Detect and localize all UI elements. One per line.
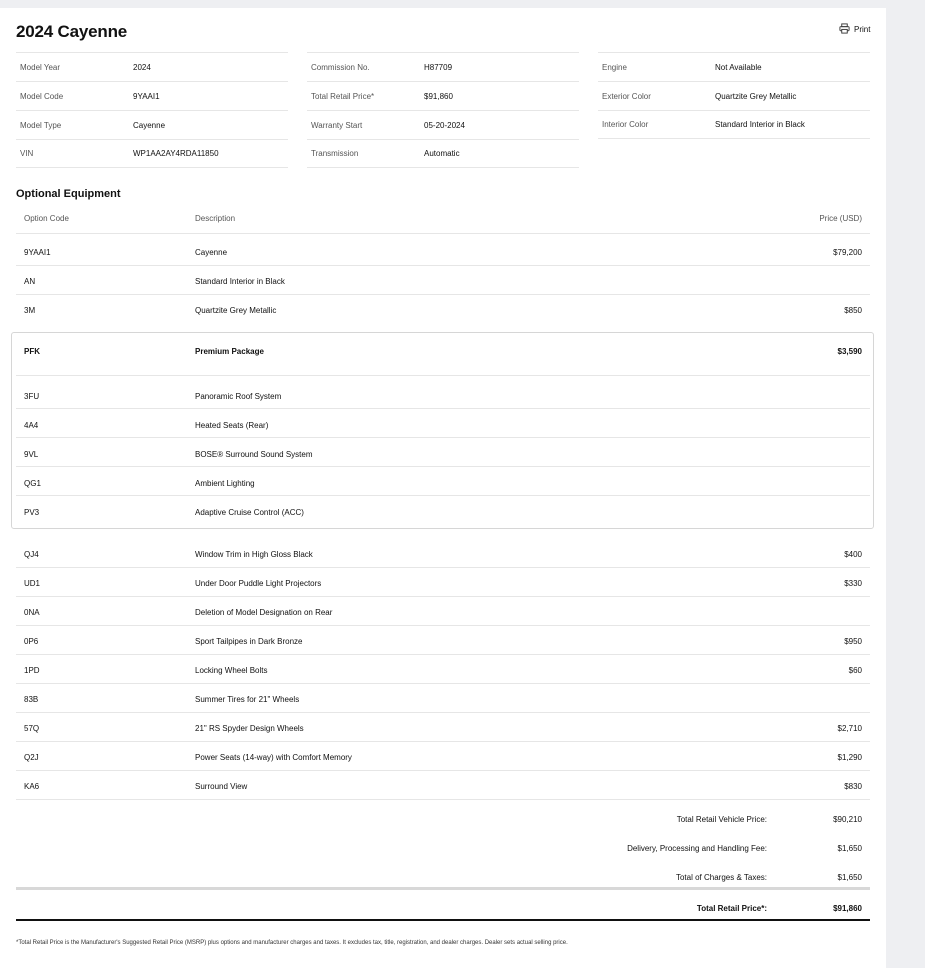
option-price: $850 [844, 306, 862, 315]
package-item [16, 437, 870, 467]
table-row [16, 538, 870, 568]
option-description: 21" RS Spyder Design Wheels [195, 724, 304, 733]
spec-row [307, 81, 579, 110]
option-code: 0P6 [24, 637, 39, 646]
option-description: Standard Interior in Black [195, 277, 285, 286]
spec-label: Engine [602, 62, 627, 72]
option-code: 9YAAI1 [24, 248, 51, 257]
grand-total-label: Total Retail Price*: [696, 904, 767, 913]
table-row [16, 567, 870, 597]
table-row [16, 741, 870, 771]
option-price: $2,710 [837, 724, 862, 733]
option-code: 0NA [24, 608, 40, 617]
delivery-fee-row [16, 834, 870, 863]
option-price: $1,290 [837, 753, 862, 762]
spec-label: Model Code [20, 91, 64, 101]
option-description: Locking Wheel Bolts [195, 666, 268, 675]
spec-column-1 [16, 52, 288, 168]
table-row [16, 625, 870, 655]
option-description: Surround View [195, 782, 248, 791]
package-item-code: 9VL [24, 450, 39, 459]
spec-value: H87709 [424, 62, 453, 72]
spec-label: Commission No. [311, 62, 370, 72]
spec-column-2 [307, 52, 579, 168]
spec-row [16, 110, 288, 139]
spec-label: Exterior Color [602, 91, 651, 101]
option-code: Q2J [24, 753, 39, 762]
total-vehicle-row [16, 805, 870, 834]
spec-value: 2024 [133, 62, 151, 72]
table-row [16, 654, 870, 684]
delivery-fee-label: Delivery, Processing and Handling Fee: [627, 844, 767, 853]
option-price: $400 [844, 550, 862, 559]
package-price: $3,590 [837, 347, 862, 356]
grand-total-value: $91,860 [833, 904, 862, 913]
package-item-code: 4A4 [24, 421, 39, 430]
package-description: Premium Package [195, 347, 264, 356]
spec-row [598, 110, 870, 139]
spec-row [598, 81, 870, 110]
spec-row [307, 139, 579, 168]
optional-equipment-title: Optional Equipment [16, 188, 121, 200]
option-code: KA6 [24, 782, 40, 791]
option-description: Power Seats (14-way) with Comfort Memory [195, 753, 352, 762]
option-description: Under Door Puddle Light Projectors [195, 579, 322, 588]
option-description: Cayenne [195, 248, 228, 257]
totals-divider [16, 887, 870, 890]
spec-label: Interior Color [602, 120, 649, 129]
total-vehicle-value: $90,210 [833, 815, 862, 824]
spec-value: Standard Interior in Black [715, 120, 805, 129]
delivery-fee-value: $1,650 [837, 844, 862, 853]
spec-value: $91,860 [424, 91, 453, 101]
package-item [16, 466, 870, 496]
package-item-description: Panoramic Roof System [195, 392, 282, 401]
package-item-description: Adaptive Cruise Control (ACC) [195, 508, 304, 517]
package-item-code: QG1 [24, 479, 41, 488]
package-item [16, 495, 870, 524]
table-row [16, 294, 870, 323]
option-price: $79,200 [833, 248, 862, 257]
spec-value: Quartzite Grey Metallic [715, 91, 797, 101]
option-code: AN [24, 277, 36, 286]
table-row [16, 683, 870, 713]
option-description: Quartzite Grey Metallic [195, 306, 277, 315]
option-price: $950 [844, 637, 862, 646]
table-row [16, 596, 870, 626]
spec-row [307, 110, 579, 139]
header-description: Description [195, 214, 236, 223]
package-item [16, 379, 870, 409]
option-code: UD1 [24, 579, 41, 588]
table-header [16, 203, 870, 234]
option-description: Summer Tires for 21" Wheels [195, 695, 300, 704]
option-code: 3M [24, 306, 36, 315]
option-description: Window Trim in High Gloss Black [195, 550, 313, 559]
charges-taxes-value: $1,650 [837, 873, 862, 882]
print-button[interactable] [839, 23, 870, 36]
charges-taxes-label: Total of Charges & Taxes: [675, 873, 767, 882]
option-description: Deletion of Model Designation on Rear [195, 608, 333, 617]
package-item-description: Heated Seats (Rear) [195, 421, 269, 430]
spec-label: Model Type [20, 120, 62, 130]
spec-label: Total Retail Price* [311, 91, 375, 101]
spec-value: Not Available [715, 62, 762, 72]
package-item [16, 408, 870, 438]
option-code: QJ4 [24, 550, 39, 559]
package-item-code: 3FU [24, 392, 40, 401]
spec-label: Transmission [311, 149, 359, 158]
table-row [16, 265, 870, 295]
spec-label: Model Year [20, 62, 61, 72]
option-code: 83B [24, 695, 39, 704]
print-label: Print [854, 25, 871, 34]
option-code: 1PD [24, 666, 40, 675]
package-header [16, 332, 870, 376]
option-code: 57Q [24, 724, 40, 733]
spec-value: 9YAAI1 [133, 91, 160, 101]
option-price: $330 [844, 579, 862, 588]
package-item-code: PV3 [24, 508, 40, 517]
page-title: 2024 Cayenne [16, 22, 128, 41]
grand-total-divider [16, 919, 870, 921]
spec-row [16, 52, 288, 81]
header-price: Price (USD) [819, 214, 862, 223]
spec-value: 05-20-2024 [424, 120, 465, 130]
spec-label: Warranty Start [311, 120, 363, 130]
option-price: $60 [848, 666, 862, 675]
package-item-description: Ambient Lighting [195, 479, 255, 488]
table-row [16, 770, 870, 800]
table-row [16, 712, 870, 742]
spec-row [16, 139, 288, 168]
price-disclaimer: *Total Retail Price is the Manufacturer's Suggested Retail Price (MSRP) plus options and manufacturer charges and taxes. It excludes tax, title, registration, and dealer charges. Dealer sets actual selling price. [16, 940, 568, 946]
spec-row [598, 52, 870, 81]
header-option-code: Option Code [24, 214, 69, 223]
package-code: PFK [24, 347, 40, 356]
spec-row [16, 81, 288, 110]
spec-row [307, 52, 579, 81]
option-price: $830 [844, 782, 862, 791]
table-row [16, 236, 870, 266]
option-description: Sport Tailpipes in Dark Bronze [195, 637, 303, 646]
spec-label: VIN [20, 149, 34, 158]
total-vehicle-label: Total Retail Vehicle Price: [676, 815, 767, 824]
spec-value: Cayenne [133, 120, 166, 130]
spec-column-3 [598, 52, 870, 139]
printer-icon [839, 23, 850, 36]
spec-value: WP1AA2AY4RDA11850 [133, 149, 219, 158]
spec-value: Automatic [424, 149, 460, 158]
package-item-description: BOSE® Surround Sound System [195, 450, 313, 459]
